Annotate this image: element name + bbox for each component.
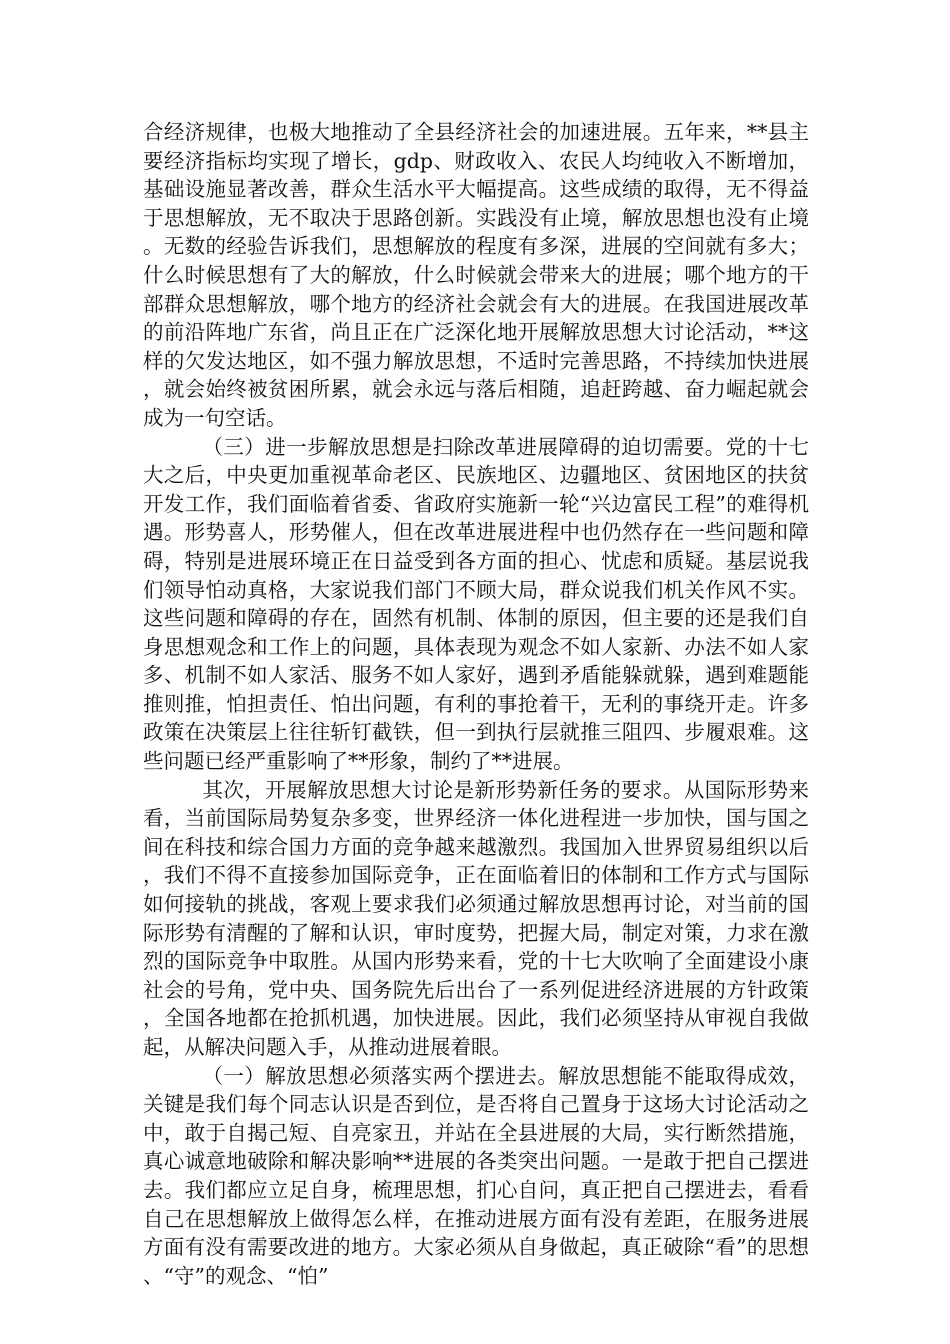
paragraph-3: 其次，开展解放思想大讨论是新形势新任务的要求。从国际形势来看，当前国际局势复杂多变，世界经济一体化进程进一步加快，国与国之间在科技和综合国力方面的竞争越来越激烈。我国加入世界贸易组织以后，我们不得不直接参加国际竞争，正在面临着旧的体制和工作方式与国际如何接轨的挑战，客观上要求我们必须通过解放思想再讨论，对当前的国际形势有清醒的了解和认识，审时度势，把握大局，制定对策，力求在激烈的国际竞争中取胜。从国内形势来看，党的十七大吹响了全面建设小康社会的号角，党中央、国务院先后出台了一系列促进经济进展的方针政策，全国各地都在抢抓机遇，加快进展。因此，我们必须坚持从审视自我做起，从解决问题入手，从推动进展着眼。 xyxy=(143,777,809,1059)
document-body xyxy=(143,118,809,1290)
paragraph-1: 合经济规律，也极大地推动了全县经济社会的加速进展。五年来，**县主要经济指标均实现了增长，gdp、财政收入、农民人均纯收入不断增加，基础设施显著改善，群众生活水平大幅提高。这些成绩的取得，无不得益于思想解放，无不取决于思路创新。实践没有止境，解放思想也没有止境。无数的经验告诉我们，思想解放的程度有多深，进展的空间就有多大；什么时候思想有了大的解放，什么时候就会带来大的进展；哪个地方的干部群众思想解放，哪个地方的经济社会就会有大的进展。在我国进展改革的前沿阵地广东省，尚且正在广泛深化地开展解放思想大讨论活动，**这样的欠发达地区，如不强力解放思想，不适时完善思路，不持续加快进展，就会始终被贫困所累，就会永远与落后相随，追赶跨越、奋力崛起就会成为一句空话。 xyxy=(143,120,809,430)
paragraph-2: （三）进一步解放思想是扫除改革进展障碍的迫切需要。党的十七大之后，中央更加重视革命老区、民族地区、边疆地区、贫困地区的扶贫开发工作，我们面临着省委、省政府实施新一轮“兴边富民工程”的难得机遇。形势喜人，形势催人，但在改革进展进程中也仍然存在一些问题和障碍，特别是进展环境正在日益受到各方面的担心、忧虑和质疑。基层说我们领导怕动真格，大家说我们部门不顾大局，群众说我们机关作风不实。这些问题和障碍的存在，固然有机制、体制的原因，但主要的还是我们自身思想观念和工作上的问题，具体表现为观念不如人家新、办法不如人家多、机制不如人家活、服务不如人家好，遇到矛盾能躲就躲，遇到难题能推则推，怕担责任、怕出问题，有利的事抢着干，无利的事绕开走。许多政策在决策层上往往斩钉截铁，但一到执行层就推三阻四、步履艰难。这些问题已经严重影响了**形象，制约了**进展。 xyxy=(143,434,809,774)
paragraph-4: （一）解放思想必须落实两个摆进去。解放思想能不能取得成效，关键是我们每个同志认识是否到位，是否将自己置身于这场大讨论活动之中，敢于自揭己短、自亮家丑，并站在全县进展的大局，实行断然措施，真心诚意地破除和解决影响**进展的各类突出问题。一是敢于把自己摆进去。我们都应立足自身，梳理思想，扪心自问，真正把自己摆进去，看看自己在思想解放上做得怎么样，在推动进展方面有没有差距，在服务进展方面有没有需要改进的地方。大家必须从自身做起，真正破除“看”的思想、“守”的观念、“怕” xyxy=(143,1063,809,1288)
